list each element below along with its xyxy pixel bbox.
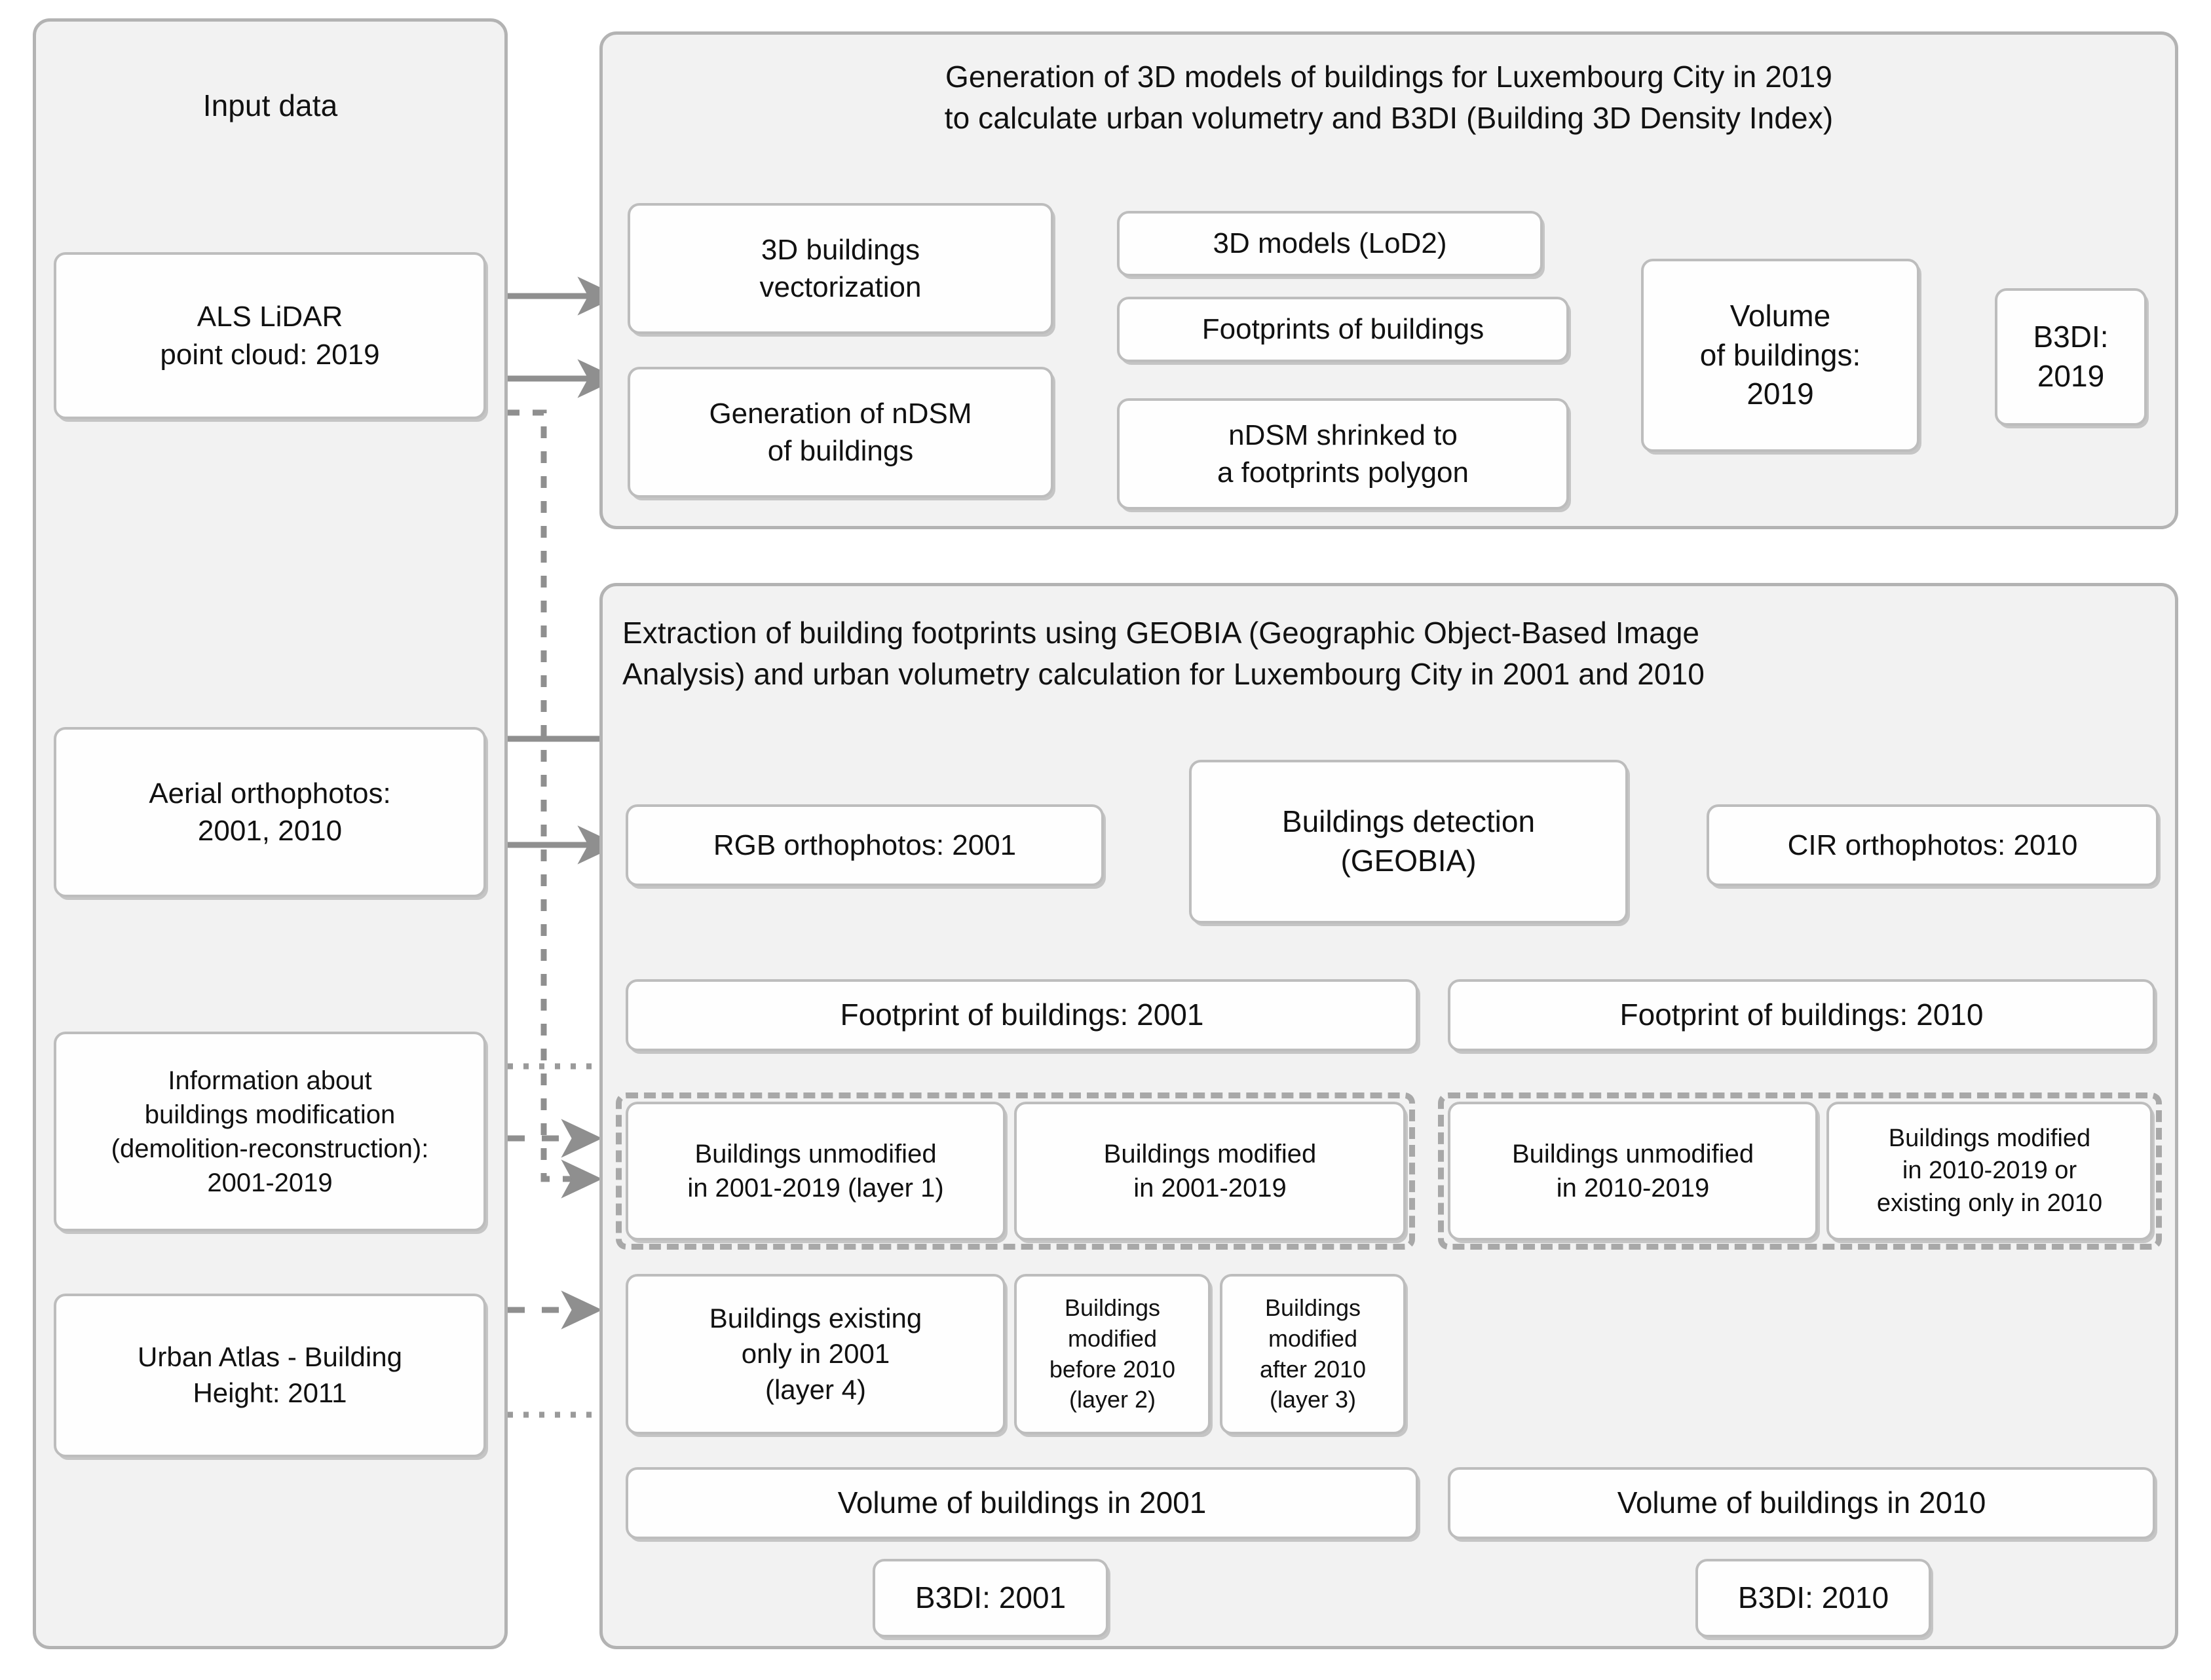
node-modbefore-line4: (layer 2) bbox=[1068, 1386, 1156, 1413]
node-modinfo-line2: buildings modification bbox=[144, 1100, 396, 1129]
node-vol2010-label: Volume of buildings in 2010 bbox=[1617, 1485, 1986, 1520]
node-unmod2010-line2: in 2010-2019 bbox=[1556, 1174, 1710, 1203]
node-ndsm-shrink-line2: a footprints polygon bbox=[1217, 457, 1469, 489]
node-only2001-line2: only in 2001 bbox=[741, 1338, 890, 1370]
node-detection-line2: (GEOBIA) bbox=[1340, 844, 1477, 878]
node-fp2010-label: Footprint of buildings: 2010 bbox=[1619, 998, 1984, 1032]
node-rgb-orthophotos-2001[interactable] bbox=[626, 804, 1104, 886]
node-modinfo-line4: 2001-2019 bbox=[207, 1168, 333, 1197]
node-buildings-unmodified-2001[interactable] bbox=[626, 1102, 1006, 1241]
node-buildings-detection-geobia[interactable] bbox=[1189, 760, 1628, 924]
node-modafter-line2: modified bbox=[1268, 1324, 1358, 1352]
node-vectorization-line1: 3D buildings bbox=[761, 233, 920, 266]
node-modafter-line3: after 2010 bbox=[1259, 1355, 1367, 1383]
node-vol2001-label: Volume of buildings in 2001 bbox=[837, 1485, 1207, 1520]
node-unmod2010-line1: Buildings unmodified bbox=[1511, 1140, 1754, 1168]
node-3d-buildings-vectorization[interactable] bbox=[628, 203, 1053, 334]
bottom-panel-title-line2: Analysis) and urban volumetry calculation for Luxembourg City in 2001 and 2010 bbox=[622, 657, 1705, 692]
node-aerial-orthophotos[interactable] bbox=[54, 727, 486, 897]
node-rgb-label: RGB orthophotos: 2001 bbox=[713, 829, 1017, 861]
node-ndsm-shrink-line1: nDSM shrinked to bbox=[1228, 419, 1458, 451]
node-urbanatlas-line2: Height: 2011 bbox=[193, 1377, 347, 1408]
node-b3di-2019[interactable] bbox=[1995, 288, 2147, 426]
node-ndsm-gen-line1: Generation of nDSM bbox=[709, 397, 972, 430]
node-b3di-2001[interactable] bbox=[873, 1559, 1108, 1637]
node-modinfo-line1: Information about bbox=[168, 1066, 372, 1095]
node-aerial-line1: Aerial orthophotos: bbox=[149, 777, 391, 810]
node-generation-of-ndsm[interactable] bbox=[628, 367, 1053, 498]
node-footprint-buildings-2010[interactable] bbox=[1448, 979, 2155, 1051]
node-als-lidar-line1: ALS LiDAR bbox=[197, 301, 343, 333]
node-lod2-label: 3D models (LoD2) bbox=[1213, 227, 1447, 260]
node-modbefore-line3: before 2010 bbox=[1049, 1355, 1176, 1383]
node-volume-buildings-2010[interactable] bbox=[1448, 1467, 2155, 1539]
node-b3di2010-label: B3DI: 2010 bbox=[1737, 1580, 1889, 1615]
node-volume2019-line3: 2019 bbox=[1747, 377, 1814, 411]
node-cir-orthophotos-2010[interactable] bbox=[1707, 804, 2159, 886]
node-aerial-line2: 2001, 2010 bbox=[197, 815, 343, 847]
node-buildings-unmodified-2010[interactable] bbox=[1448, 1102, 1818, 1241]
node-b3di2019-line2: 2019 bbox=[2037, 359, 2105, 393]
node-buildings-modification-info[interactable] bbox=[54, 1032, 486, 1231]
bottom-panel-title-line1: Extraction of building footprints using GEOBIA (Geographic Object-Based Image bbox=[622, 616, 1700, 650]
node-unmod2001-line1: Buildings unmodified bbox=[694, 1140, 937, 1168]
node-urbanatlas-line1: Urban Atlas - Building bbox=[138, 1341, 402, 1373]
node-mod2010-line1: Buildings modified bbox=[1888, 1124, 2091, 1152]
node-footprints-of-buildings[interactable] bbox=[1117, 297, 1569, 362]
node-footprints-label: Footprints of buildings bbox=[1201, 313, 1484, 346]
node-mod2001-line2: in 2001-2019 bbox=[1133, 1174, 1287, 1203]
node-modbefore-line2: modified bbox=[1067, 1324, 1158, 1352]
node-volume-of-buildings-2019[interactable] bbox=[1641, 259, 1919, 452]
node-3d-models-lod2[interactable] bbox=[1117, 211, 1543, 276]
node-mod2001-line1: Buildings modified bbox=[1103, 1140, 1317, 1168]
node-modbefore-line1: Buildings bbox=[1064, 1294, 1161, 1321]
node-buildings-existing-only-2001[interactable] bbox=[626, 1274, 1006, 1434]
node-volume2019-line2: of buildings: bbox=[1699, 337, 1861, 372]
node-modafter-line4: (layer 3) bbox=[1269, 1386, 1357, 1413]
node-fp2001-label: Footprint of buildings: 2001 bbox=[840, 998, 1204, 1032]
node-mod2010-line2: in 2010-2019 or bbox=[1902, 1157, 2077, 1185]
node-als-lidar-line2: point cloud: 2019 bbox=[160, 338, 380, 371]
node-mod2010-line3: existing only in 2010 bbox=[1876, 1189, 2103, 1217]
top-panel-title bbox=[599, 56, 2178, 140]
node-volume2019-line1: Volume bbox=[1729, 298, 1831, 333]
node-volume-buildings-2001[interactable] bbox=[626, 1467, 1418, 1539]
node-urban-atlas[interactable] bbox=[54, 1294, 486, 1457]
node-modafter-line1: Buildings bbox=[1264, 1294, 1361, 1321]
node-buildings-modified-after-2010[interactable] bbox=[1220, 1274, 1406, 1434]
top-panel-title-line1: Generation of 3D models of buildings for Luxembourg City in 2019 bbox=[945, 60, 1832, 94]
node-detection-line1: Buildings detection bbox=[1281, 804, 1536, 839]
bottom-panel-title bbox=[622, 612, 2162, 696]
node-ndsm-shrinked[interactable] bbox=[1117, 398, 1569, 510]
node-b3di2001-label: B3DI: 2001 bbox=[915, 1580, 1067, 1615]
node-als-lidar[interactable] bbox=[54, 252, 486, 419]
wire-als-dashed-to-unmod2001 bbox=[508, 413, 593, 1179]
node-modinfo-line3: (demolition-reconstruction): bbox=[111, 1134, 429, 1163]
node-ndsm-gen-line2: of buildings bbox=[767, 435, 914, 467]
node-vectorization-line2: vectorization bbox=[759, 271, 922, 303]
node-buildings-modified-2010[interactable] bbox=[1826, 1102, 2153, 1241]
node-only2001-line3: (layer 4) bbox=[765, 1373, 867, 1405]
top-panel-title-line2: to calculate urban volumetry and B3DI (Building 3D Density Index) bbox=[944, 101, 1834, 136]
node-b3di2019-line1: B3DI: bbox=[2033, 320, 2109, 354]
node-buildings-modified-before-2010[interactable] bbox=[1014, 1274, 1211, 1434]
node-footprint-buildings-2001[interactable] bbox=[626, 979, 1418, 1051]
node-buildings-modified-2001[interactable] bbox=[1014, 1102, 1406, 1241]
node-b3di-2010[interactable] bbox=[1695, 1559, 1931, 1637]
node-cir-label: CIR orthophotos: 2010 bbox=[1787, 829, 2078, 861]
node-unmod2001-line2: in 2001-2019 (layer 1) bbox=[687, 1174, 944, 1203]
input-data-panel-title: Input data bbox=[202, 88, 338, 122]
node-only2001-line1: Buildings existing bbox=[709, 1302, 922, 1334]
